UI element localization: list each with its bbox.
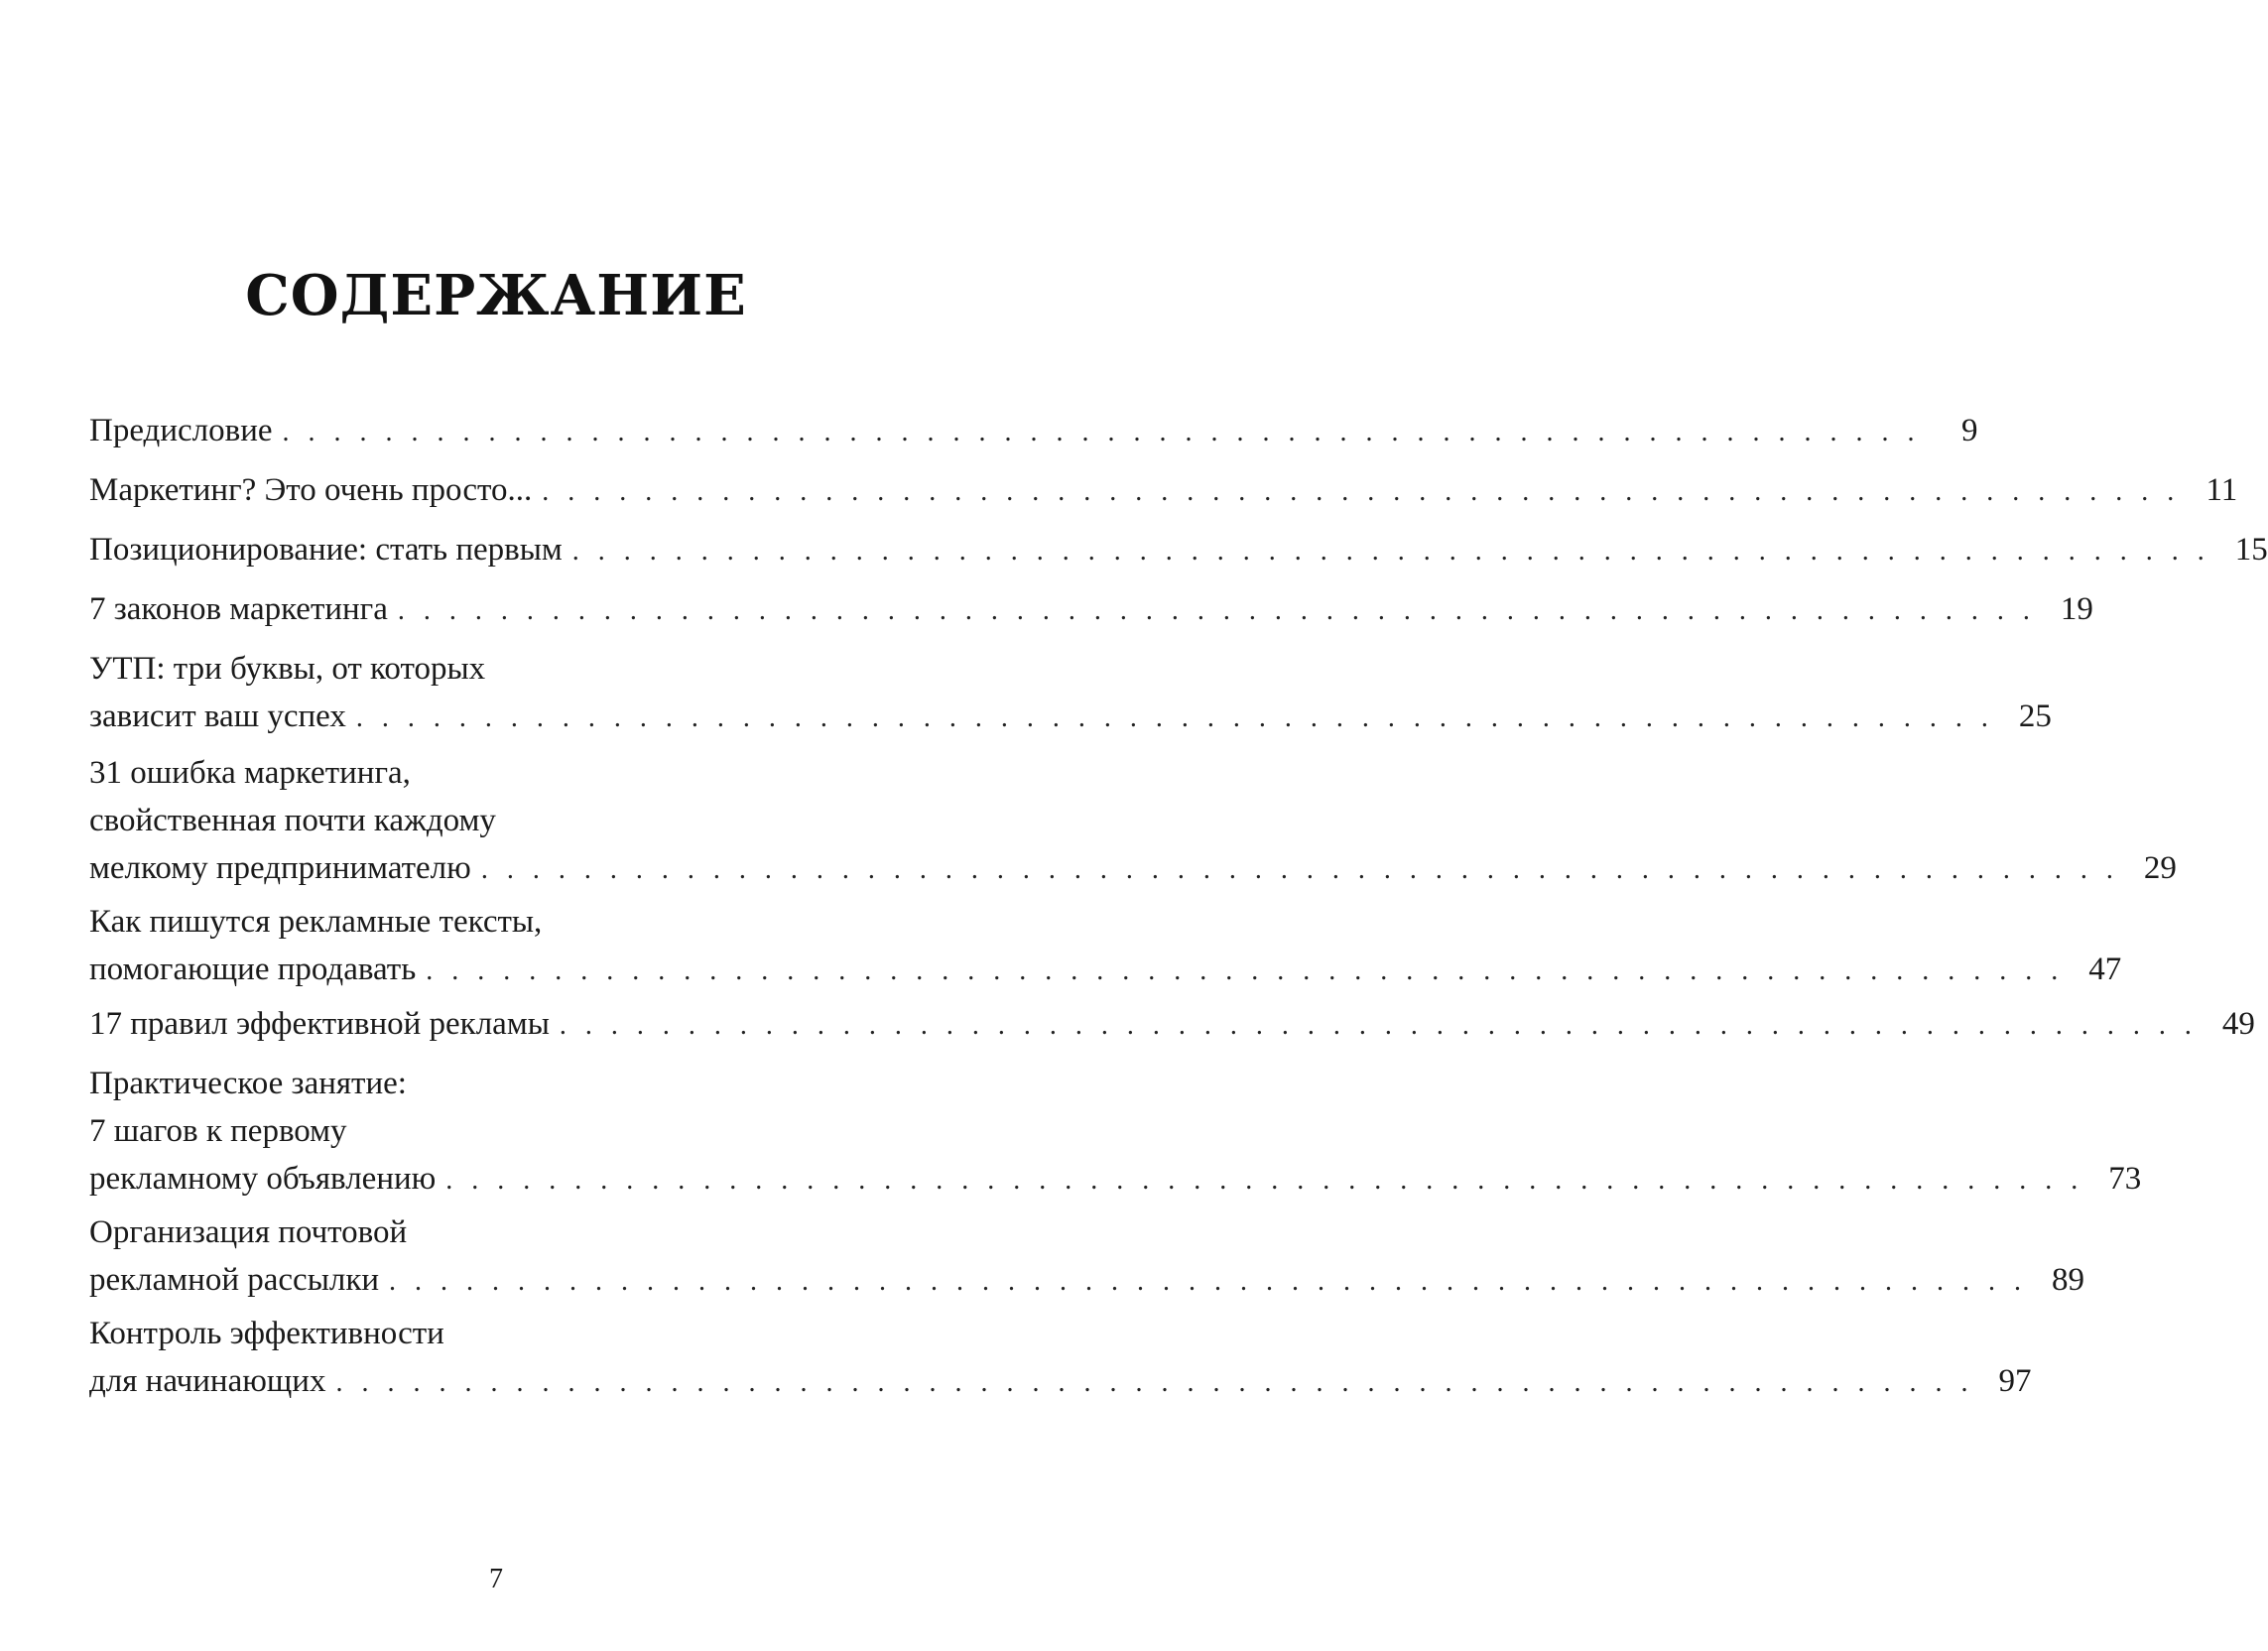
- toc-entry: [89, 898, 2122, 993]
- toc-entry: [89, 645, 2052, 740]
- toc-page-number: 15: [2234, 532, 2268, 568]
- toc-entry-title-line: Как пишутся рекламные тексты,: [89, 904, 543, 940]
- toc-entry: [89, 466, 2238, 514]
- toc-entry-title-line: УТП: три буквы, от которых: [89, 651, 486, 687]
- toc-entry-title-line: рекламному объявлению: [89, 1161, 437, 1197]
- toc-page-number: 73: [2108, 1161, 2142, 1197]
- toc-entry: [89, 749, 2177, 892]
- toc-entry: [89, 1310, 2032, 1405]
- dot-leader: . . . . . . . . . . . . . . . . . . . . . . . . . . . . . . . . . . . . . . . . . . . . . . . . . . . . . . . . . . . . . . . .: [542, 476, 2181, 507]
- toc-entry: [89, 407, 1978, 454]
- toc-entry-title-line: зависит ваш успех: [89, 698, 346, 734]
- toc-page-number: 25: [2018, 698, 2052, 734]
- page-number-footer: 7: [489, 1564, 503, 1594]
- toc-page-number: 97: [1998, 1363, 2032, 1399]
- dot-leader: . . . . . . . . . . . . . . . . . . . . . . . . . . . . . . . . . . . . . . . . . . . . . . . . . . . . . . . . . . . . . . . .: [559, 1010, 2198, 1041]
- dot-leader: . . . . . . . . . . . . . . . . . . . . . . . . . . . . . . . . . . . . . . . . . . . . . . . . . . . . . . . . . . . . . . . .: [355, 702, 1994, 733]
- toc-page-number: 89: [2052, 1262, 2085, 1298]
- dot-leader: . . . . . . . . . . . . . . . . . . . . . . . . . . . . . . . . . . . . . . . . . . . . . . . . . . . . . . . . . . . . . . . .: [445, 1165, 2084, 1196]
- toc-page-number: 49: [2221, 1006, 2255, 1042]
- toc-page-number: 29: [2143, 850, 2177, 886]
- dot-leader: . . . . . . . . . . . . . . . . . . . . . . . . . . . . . . . . . . . . . . . . . . . . . . . . . . . . . . . . . . . . . . . .: [480, 854, 2119, 885]
- toc-entry-title-line: рекламной рассылки: [89, 1262, 380, 1298]
- toc-entry-title: 7 законов маркетинга: [89, 591, 388, 627]
- dot-leader: . . . . . . . . . . . . . . . . . . . . . . . . . . . . . . . . . . . . . . . . . . . . . . . . . . . . . . . . . . . . . . . .: [426, 955, 2065, 986]
- toc-entry-title-line: свойственная почти каждому: [89, 803, 496, 838]
- toc-entry-title: Маркетинг? Это очень просто...: [89, 472, 533, 508]
- toc-page-number: 47: [2088, 952, 2122, 987]
- toc-entry-title: Позиционирование: стать первым: [89, 532, 563, 568]
- toc-entry-title: Предисловие: [89, 413, 273, 448]
- toc-page-number: 9: [1961, 413, 1978, 448]
- toc-page-number: 11: [2205, 472, 2238, 508]
- toc-entry-title-line: мелкому предпринимателю: [89, 850, 471, 886]
- toc-entry: [89, 585, 2093, 633]
- toc-entry: [89, 526, 2268, 573]
- toc-entry: [89, 1000, 2255, 1048]
- dot-leader: . . . . . . . . . . . . . . . . . . . . . . . . . . . . . . . . . . . . . . . . . . . . . . . . . . . . . . . . . . . . . . . .: [389, 1266, 2028, 1297]
- toc-entry-title: 17 правил эффективной рекламы: [89, 1006, 550, 1042]
- toc-entry-title-line: 7 шагов к первому: [89, 1113, 347, 1149]
- toc-entry-title-line: для начинающих: [89, 1363, 326, 1399]
- dot-leader: . . . . . . . . . . . . . . . . . . . . . . . . . . . . . . . . . . . . . . . . . . . . . . . . . . . . . . . . . . . . . . . .: [397, 595, 2036, 626]
- toc-entry-title-line: помогающие продавать: [89, 952, 417, 987]
- dot-leader: . . . . . . . . . . . . . . . . . . . . . . . . . . . . . . . . . . . . . . . . . . . . . . . . . . . . . . . . . . . . . . . .: [282, 417, 1921, 447]
- page-title: СОДЕРЖАНИЕ: [245, 263, 747, 328]
- toc-entry-title-line: 31 ошибка маркетинга,: [89, 755, 411, 791]
- dot-leader: . . . . . . . . . . . . . . . . . . . . . . . . . . . . . . . . . . . . . . . . . . . . . . . . . . . . . . . . . . . . . . . .: [571, 536, 2210, 567]
- toc-entry-title-line: Практическое занятие:: [89, 1066, 407, 1101]
- toc-entry: [89, 1208, 2085, 1304]
- toc-page-number: 19: [2060, 591, 2093, 627]
- toc-entry: [89, 1060, 2142, 1203]
- dot-leader: . . . . . . . . . . . . . . . . . . . . . . . . . . . . . . . . . . . . . . . . . . . . . . . . . . . . . . . . . . . . . . . .: [335, 1367, 1974, 1398]
- toc-entry-title-line: Организация почтовой: [89, 1214, 408, 1250]
- toc-entry-title-line: Контроль эффективности: [89, 1316, 444, 1351]
